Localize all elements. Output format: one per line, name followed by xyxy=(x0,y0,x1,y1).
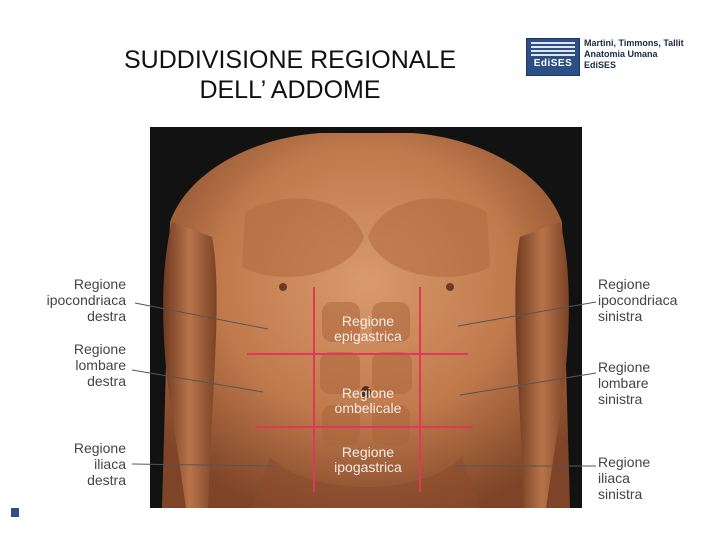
label-ipogastrica xyxy=(308,445,428,475)
label-ipocondriaca-sinistra xyxy=(598,276,713,324)
label-epigastrica xyxy=(308,314,428,344)
label-line: Regione xyxy=(73,341,126,357)
label-lombare-sinistra xyxy=(598,359,713,407)
label-iliaca-destra xyxy=(14,440,126,488)
label-line: Regione xyxy=(341,313,395,329)
slide-title-line-1: SUDDIVISIONE REGIONALE xyxy=(123,45,457,74)
label-line: Regione xyxy=(598,359,651,375)
label-line: iliaca xyxy=(598,470,630,486)
publisher-name: EdiSES xyxy=(584,60,617,70)
label-ipocondriaca-destra xyxy=(14,276,126,324)
label-line: destra xyxy=(87,308,126,324)
label-line: destra xyxy=(87,373,126,389)
label-line: lombare xyxy=(75,357,126,373)
label-line: sinistra xyxy=(598,486,643,502)
label-line: Regione xyxy=(598,454,651,470)
label-line: Regione xyxy=(73,276,126,292)
label-line: sinistra xyxy=(598,391,643,407)
slide-marker xyxy=(11,508,19,517)
label-line: lombare xyxy=(598,375,649,391)
label-line: ipocondriaca xyxy=(46,292,126,308)
label-line: Regione xyxy=(341,385,395,401)
label-line: iliaca xyxy=(94,456,126,472)
label-line: ipocondriaca xyxy=(598,292,678,308)
label-line: Regione xyxy=(341,444,395,460)
publisher-book-title: Anatomia Umana xyxy=(584,49,658,59)
label-ombelicale xyxy=(308,386,428,416)
label-line: ipogastrica xyxy=(334,459,402,475)
label-line: ombelicale xyxy=(334,400,402,416)
label-iliaca-sinistra xyxy=(598,454,713,502)
label-line: destra xyxy=(87,472,126,488)
publisher-authors: Martini, Timmons, Tallit xyxy=(584,38,684,48)
label-line: epigastrica xyxy=(334,328,402,344)
label-line: Regione xyxy=(598,276,651,292)
label-line: Regione xyxy=(73,440,126,456)
slide-title-line-2: DELL’ ADDOME xyxy=(199,75,381,104)
label-lombare-destra xyxy=(14,341,126,389)
label-line: sinistra xyxy=(598,308,643,324)
logo-mark-text: EdiSES xyxy=(533,58,573,69)
